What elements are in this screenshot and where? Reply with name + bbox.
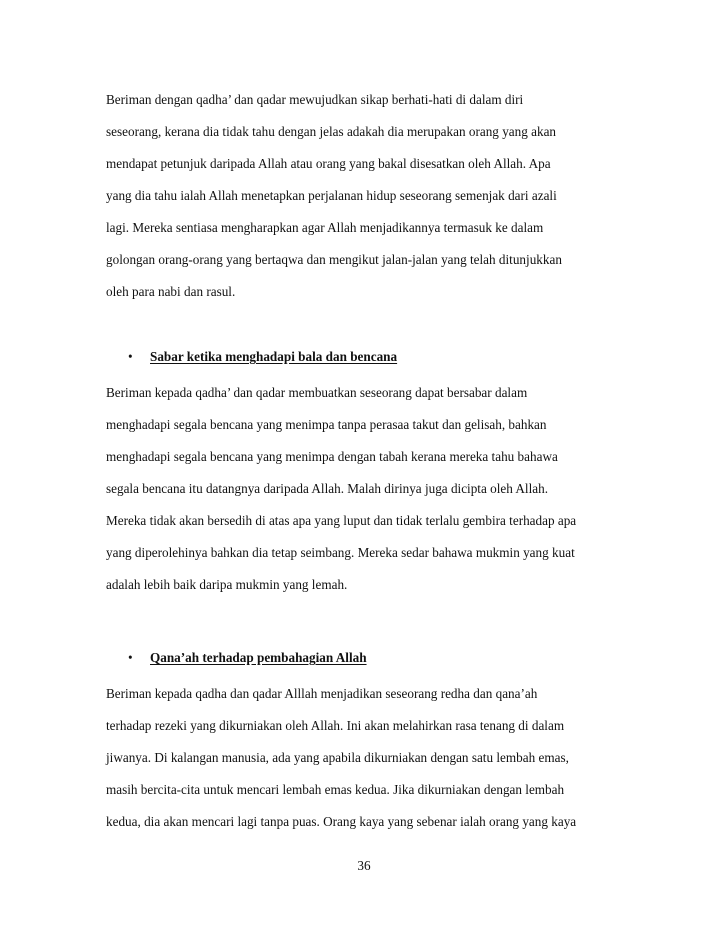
paragraph-line: kedua, dia akan mencari lagi tanpa puas. Orang kaya yang sebenar ialah orang yang kaya bbox=[106, 814, 577, 829]
heading-text: Sabar ketika menghadapi bala dan bencana bbox=[150, 349, 398, 364]
page-number: 36 bbox=[357, 858, 371, 873]
paragraph-line: yang diperolehinya bahkan dia tetap seimbang. Mereka sedar bahawa mukmin yang kuat bbox=[106, 545, 575, 560]
bullet-icon: • bbox=[128, 349, 133, 364]
paragraph-line: yang dia tahu ialah Allah menetapkan perjalanan hidup seseorang semenjak dari azali bbox=[106, 188, 557, 203]
section-heading-sabar bbox=[128, 349, 397, 365]
paragraph-line: Beriman kepada qadha’ dan qadar membuatkan seseorang dapat bersabar dalam bbox=[106, 385, 528, 400]
paragraph-line: terhadap rezeki yang dikurniakan oleh Allah. Ini akan melahirkan rasa tenang di dalam bbox=[106, 718, 565, 733]
paragraph-line: masih bercita-cita untuk mencari lembah emas kedua. Jika dikurniakan dengan lembah bbox=[106, 782, 565, 797]
paragraph-line: Beriman dengan qadha’ dan qadar mewujudkan sikap berhati-hati di dalam diri bbox=[106, 92, 524, 107]
paragraph-line: jiwanya. Di kalangan manusia, ada yang apabila dikurniakan dengan satu lembah emas, bbox=[106, 750, 569, 765]
paragraph-line: Beriman kepada qadha dan qadar Alllah menjadikan seseorang redha dan qana’ah bbox=[106, 686, 538, 701]
bullet-icon: • bbox=[128, 650, 133, 665]
paragraph-line: segala bencana itu datangnya daripada Allah. Malah dirinya juga dicipta oleh Allah. bbox=[106, 481, 548, 496]
paragraph-line: menghadapi segala bencana yang menimpa tanpa perasaa takut dan gelisah, bahkan bbox=[106, 417, 547, 432]
paragraph-line: seseorang, kerana dia tidak tahu dengan jelas adakah dia merupakan orang yang akan bbox=[106, 124, 557, 139]
paragraph-line: lagi. Mereka sentiasa mengharapkan agar Allah menjadikannya termasuk ke dalam bbox=[106, 220, 544, 235]
paragraph-line: Mereka tidak akan bersedih di atas apa yang luput dan tidak terlalu gembira terhadap apa bbox=[106, 513, 577, 528]
paragraph-line: golongan orang-orang yang bertaqwa dan mengikut jalan-jalan yang telah ditunjukkan bbox=[106, 252, 562, 267]
paragraph-line: oleh para nabi dan rasul. bbox=[106, 284, 236, 299]
paragraph-line: mendapat petunjuk daripada Allah atau orang yang bakal disesatkan oleh Allah. Apa bbox=[106, 156, 551, 171]
paragraph-line: menghadapi segala bencana yang menimpa dengan tabah kerana mereka tahu bahawa bbox=[106, 449, 558, 464]
paragraph-line: adalah lebih baik daripa mukmin yang lemah. bbox=[106, 577, 348, 592]
heading-text: Qana’ah terhadap pembahagian Allah bbox=[150, 650, 367, 665]
section-heading-qanaah bbox=[128, 650, 367, 666]
